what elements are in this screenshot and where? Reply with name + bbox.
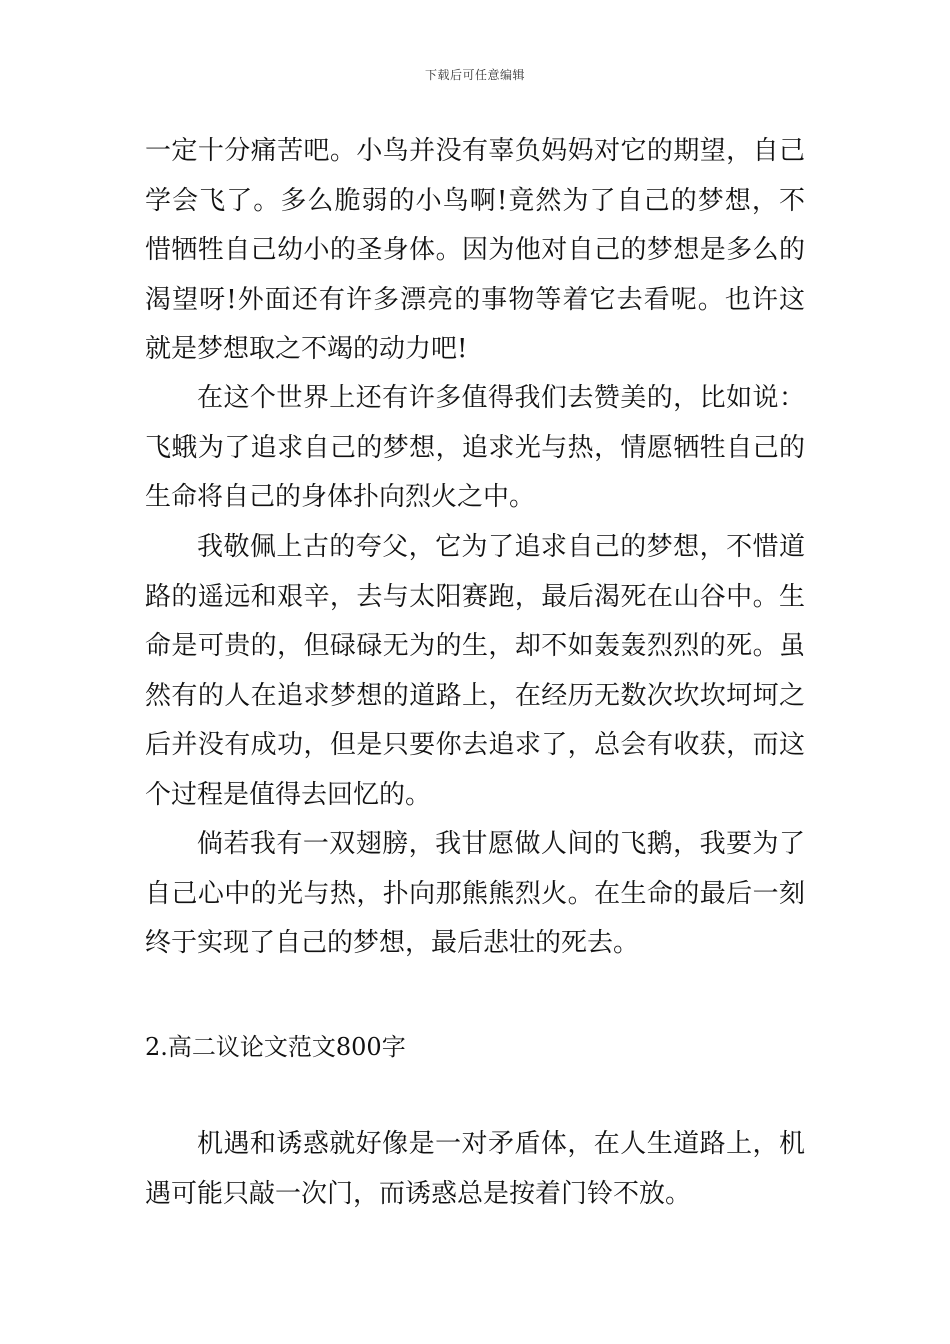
paragraph-kuafu: 我敬佩上古的夸父，它为了追求自己的梦想，不惜道路的遥远和艰辛，去与太阳赛跑，最后渴死在山谷中。生命是可贵的，但碌碌无为的生，却不如轰轰烈烈的死。虽然有的人在追求梦想的道路上，在经历无数次坎坎坷坷之后并没有成功，但是只要你去追求了，总会有收获，而这个过程是值得去回忆的。 — [145, 532, 805, 810]
page-header: 下载后可任意编辑 — [424, 68, 525, 82]
section-heading: 2.高二议论文范文800字 — [145, 1033, 406, 1061]
paragraph-wings: 倘若我有一双翅膀，我甘愿做人间的飞鹅，我要为了自己心中的光与热，扑向那熊熊烈火。在生命的最后一刻终于实现了自己的梦想，最后悲壮的死去。 — [145, 829, 805, 958]
paragraph-opportunity: 机遇和诱惑就好像是一对矛盾体，在人生道路上，机遇可能只敲一次门，而诱惑总是按着门铃不放。 — [145, 1129, 805, 1209]
paragraph-continuation: 一定十分痛苦吧。小鸟并没有辜负妈妈对它的期望，自己学会飞了。多么脆弱的小鸟啊!竟然为了自己的梦想，不惜牺牲自己幼小的圣身体。因为他对自己的梦想是多么的渴望呀!外面还有许多漂亮的事物等着它去看呢。也许这就是梦想取之不竭的动力吧! — [145, 136, 805, 364]
paragraph-moth: 在这个世界上还有许多值得我们去赞美的，比如说：飞蛾为了追求自己的梦想，追求光与热，情愿牺牲自己的生命将自己的身体扑向烈火之中。 — [145, 383, 805, 512]
